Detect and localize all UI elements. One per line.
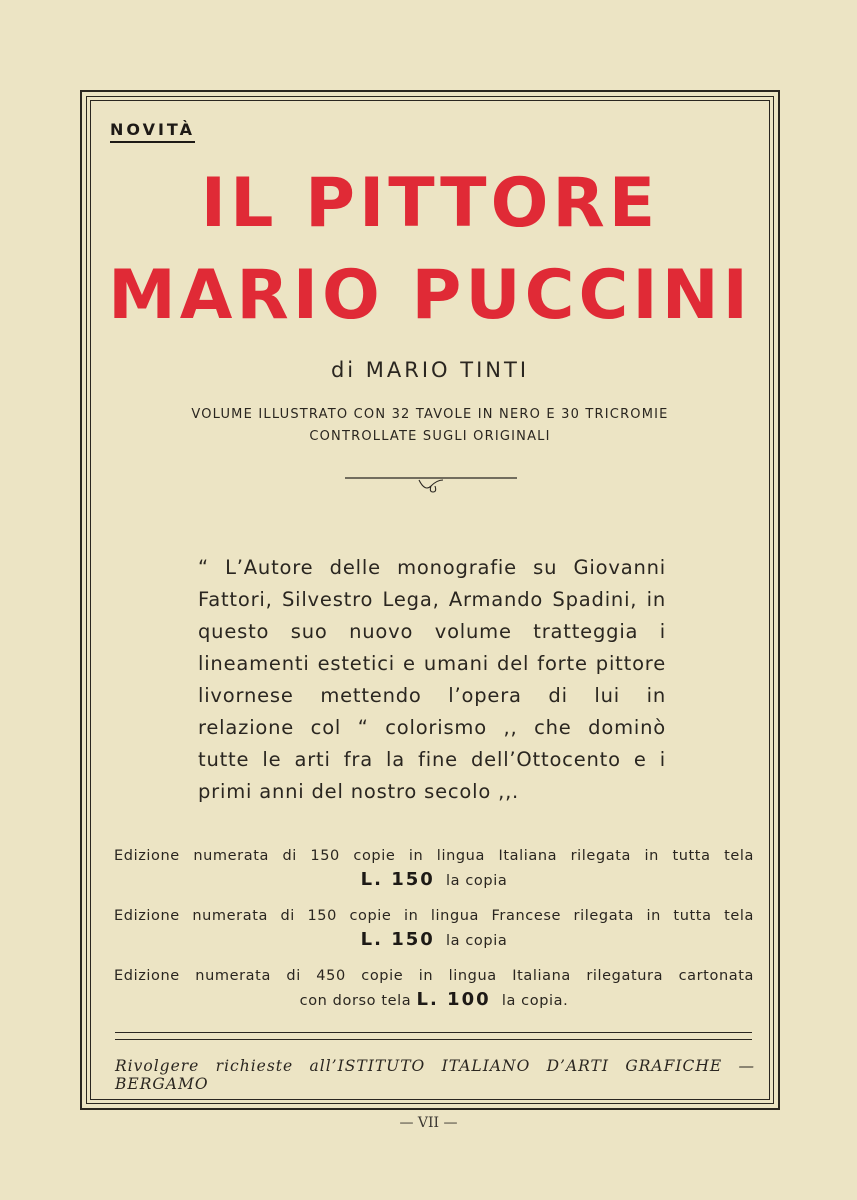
edition-2-price: L. 150 (360, 929, 435, 950)
subtitle-line-1: VOLUME ILLUSTRATO CON 32 TAVOLE IN NERO E 30 TRICROMIE (191, 407, 669, 422)
description-quote: “ L’Autore delle monografie su Giovanni Fattori, Silvestro Lega, Armando Spadini, in questo suo nuovo volume tratteggia i lineamenti estetici e umani del forte pittore livornese mettendo l’opera di lui in relazione col “ colorismo ,, che dominò tutte le arti fra la fine dell’Ottocento e i primi anni del nostro secolo ,,. (198, 556, 666, 803)
edition-1 (114, 844, 754, 893)
edition-3-prefix: con dorso tela (299, 993, 412, 1009)
page-number: — VII — (399, 1115, 458, 1131)
edition-2-description: Edizione numerata di 150 copie in lingua Francese rilegata in tutta tela (114, 908, 754, 924)
edition-1-price: L. 150 (360, 869, 435, 890)
edition-3-suffix: la copia. (501, 993, 569, 1009)
edition-3 (114, 964, 754, 1013)
edition-1-suffix: la copia (446, 873, 508, 889)
novelty-label: NOVITÀ (110, 120, 195, 143)
footer-rule-top (115, 1032, 752, 1033)
edition-1-description: Edizione numerata di 150 copie in lingua Italiana rilegata in tutta tela (114, 848, 754, 864)
edition-2 (114, 904, 754, 953)
title-line-1: IL PITTORE (200, 164, 660, 243)
author-line: di MARIO TINTI (330, 358, 530, 382)
publisher-footer: Rivolgere richieste all’ISTITUTO ITALIANO D’ARTI GRAFICHE — BERGAMO (115, 1057, 755, 1093)
edition-2-suffix: la copia (446, 933, 508, 949)
title-line-2: MARIO PUCCINI (108, 256, 752, 335)
footer-rule-bottom (115, 1039, 752, 1040)
edition-3-price: L. 100 (416, 989, 491, 1010)
subtitle-line-2: CONTROLLATE SUGLI ORIGINALI (309, 429, 551, 444)
ornament-divider-icon (345, 470, 517, 500)
edition-3-description: Edizione numerata di 450 copie in lingua Italiana rilegatura cartonata (114, 968, 754, 984)
